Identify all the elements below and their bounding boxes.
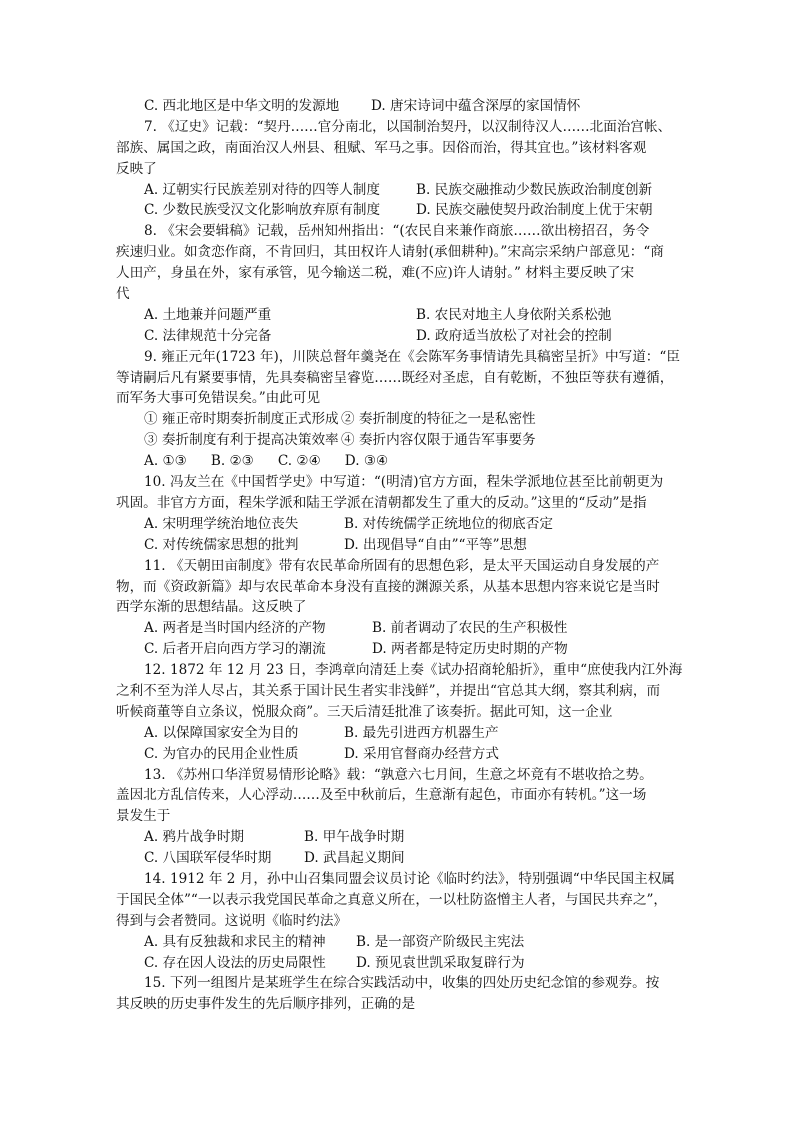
question-stem-line: 其反映的历史事件发生的先后顺序排列，正确的是 <box>116 996 416 1013</box>
question-7 <box>116 117 680 221</box>
question-stem-line: 13. 《苏州口华洋贸易情形论略》载：“孰意六七月间，生意之坏竟有不堪收拾之势。 <box>144 766 653 783</box>
answer-option: D. 采用官督商办经营方式 <box>344 745 499 762</box>
option-row <box>116 618 680 639</box>
question-14 <box>116 869 680 973</box>
question-12 <box>116 660 683 764</box>
question-stem-line: 11. 《天朝田亩制度》带有农民革命所固有的思想色彩，是太平天国运动自身发展的产 <box>144 557 660 574</box>
option-row <box>116 409 680 430</box>
option-row <box>116 744 680 765</box>
question-stem-line: 12. 1872 年 12 月 23 日，李鸿章向清廷上奏《试办招商轮船折》，重申“庶使我内江外海 <box>144 662 683 679</box>
option-row <box>116 848 680 869</box>
answer-choice: C. ②④ <box>277 453 321 470</box>
option-row <box>116 514 680 535</box>
question-stem-line: 8. 《宋会要辑稿》记载，岳州知州指出：“(农民自来兼作商旅……欲出榜招召，务令 <box>144 223 650 240</box>
question-stem-line: 7. 《辽史》记载：“契丹……官分南北，以国制治契丹，以汉制待汉人……北面治宫帐、 <box>144 118 672 135</box>
question-stem-line: 9. 雍正元年(1723 年)，川陕总督年羹尧在《会陈军务事情请先具稿密呈折》中写道：“臣 <box>144 348 680 365</box>
option-row <box>116 535 680 556</box>
answer-option: D. 武昌起义期间 <box>304 850 405 867</box>
answer-option: B. 甲午战争时期 <box>304 829 405 846</box>
question-stem-line: 人田产，身虽在外，家有承管，见今输送二税，难(不应)许人请射。” 材料主要反映了宋 <box>116 265 635 282</box>
question-stem-line: 14. 1912 年 2 月，孙中山召集同盟会议员讨论《临时约法》，特别强调“中华民国主权属 <box>144 870 675 887</box>
answer-option: A. 鸦片战争时期 <box>144 829 245 846</box>
question-stem-line: 听候商董等自立条议，悦服众商”。三天后清廷批准了该奏折。据此可知，这一企业 <box>116 703 613 720</box>
answer-option: C. 后者开启向西方学习的潮流 <box>144 641 326 658</box>
answer-option: D. 民族交融使契丹政治制度上优于宋朝 <box>416 202 653 219</box>
answer-option: C. 存在因人设法的历史局限性 <box>144 954 326 971</box>
question-stem-line: 10. 冯友兰在《中国哲学史》中写道：“(明清)官方方面，程朱学派地位甚至比前朝更为 <box>144 474 664 491</box>
questions-area <box>116 96 683 1015</box>
answer-option: A. 以保障国家安全为目的 <box>144 724 299 741</box>
question-10 <box>116 472 680 556</box>
answer-option: D. 政府适当放松了对社会的控制 <box>416 327 612 344</box>
answer-option: C. 法律规范十分完备 <box>144 327 272 344</box>
option-c: C. 西北地区是中华文明的发源地 <box>144 98 340 114</box>
answer-option: ② 奏折制度的特征之一是私密性 <box>341 411 536 428</box>
option-row <box>116 827 680 848</box>
answer-choice: B. ②③ <box>210 453 254 470</box>
question-stem-line: 反映了 <box>116 160 157 177</box>
option-row <box>116 305 680 326</box>
answer-option: A. 宋明理学统治地位丧失 <box>144 515 299 532</box>
answer-option: ④ 奏折内容仅限于通告军事要务 <box>341 432 536 449</box>
answer-option: B. 前者调动了农民的生产积极性 <box>372 620 568 637</box>
question-stem-line: 部族、属国之政，南面治汉人州县、租赋、军马之事。因俗而治，得其宜也。”该材料客观 <box>116 139 647 156</box>
question-stem-line: 15. 下列一组图片是某班学生在综合实践活动中，收集的四处历史纪念馆的参观券。按 <box>144 975 660 992</box>
answer-option: B. 民族交融推动少数民族政治制度创新 <box>416 181 653 198</box>
option-row <box>116 326 680 347</box>
question-stem-line: 得到与会者赞同。这说明《临时约法》 <box>116 912 348 929</box>
answer-option: C. 少数民族受汉文化影响放弃原有制度 <box>144 202 381 219</box>
question-stem-line: 巩固。非官方方面，程朱学派和陆王学派在清朝都发生了重大的反动。”这里的“反动”是指 <box>116 494 647 511</box>
question-9 <box>116 347 680 472</box>
answer-option: A. 土地兼并问题严重 <box>144 306 272 323</box>
question-stem-line: 盖因北方乱信传来，人心浮动……及至中秋前后，生意渐有起色，市面亦有转机。”这一场 <box>116 787 647 804</box>
answer-option: B. 是一部资产阶级民主宪法 <box>356 933 525 950</box>
option-row <box>116 723 680 744</box>
option-row-top <box>116 96 680 117</box>
option-row <box>116 180 680 201</box>
question-11 <box>116 556 680 660</box>
option-row <box>116 932 680 953</box>
answer-option: A. 两者是当时国内经济的产物 <box>144 620 326 637</box>
answer-option: ③ 奏折制度有利于提高决策效率 <box>144 432 339 449</box>
answer-option: C. 八国联军侵华时期 <box>144 850 272 867</box>
question-stem-line: 之利不至为洋人尽占，其关系于国计民生者实非浅鲜”，并提出“官总其大纲，察其利病，而 <box>116 682 661 699</box>
question-stem-line: 物，而《资政新篇》却与农民革命本身没有直接的渊源关系，从基本思想内容来说它是当时 <box>116 578 660 595</box>
question-stem-line: 而军务大事可免错误矣。”由此可见 <box>116 390 321 407</box>
question-stem-line: 西学东渐的思想结晶。这反映了 <box>116 599 307 616</box>
answer-choice: A. ①③ <box>144 453 187 470</box>
answer-option: D. 两者都是特定历史时期的产物 <box>372 641 568 658</box>
option-d: D. 唐宋诗词中蕴含深厚的家国情怀 <box>371 98 581 114</box>
question-stem-line: 疾速归业。如贪恋作商，不肯回归，其田权许人请射(承佃耕种)。”宋高宗采纳户部意见：“商 <box>116 244 664 261</box>
question-stem-line: 景发生于 <box>116 808 171 825</box>
question-stem-line: 于国民全体”“一以表示我党国民革命之真意义所在，一以杜防盗憎主人者，与国民共弃之”， <box>116 891 668 908</box>
question-stem-line: 等请嗣后凡有紧要事情，先具奏稿密呈睿览……既经对圣虑，自有乾断，不独臣等获有遵循， <box>116 369 674 386</box>
answer-option: C. 为官办的民用企业性质 <box>144 745 299 762</box>
answer-option: B. 农民对地主人身依附关系松弛 <box>416 306 612 323</box>
question-15 <box>116 973 680 1015</box>
answer-option: C. 对传统儒家思想的批判 <box>144 536 299 553</box>
answer-choice: D. ③④ <box>344 453 389 470</box>
answer-option: B. 最先引进西方机器生产 <box>344 724 499 741</box>
question-13 <box>116 765 680 869</box>
answer-option: ① 雍正帝时期奏折制度正式形成 <box>144 411 339 428</box>
option-row <box>116 953 680 974</box>
option-row <box>116 200 680 221</box>
answer-option: A. 具有反独裁和求民主的精神 <box>144 933 326 950</box>
option-row <box>116 639 680 660</box>
question-8 <box>116 221 680 346</box>
question-stem-line: 代 <box>116 286 130 303</box>
answer-option: D. 出现倡导“自由”“平等”思想 <box>344 536 527 553</box>
option-row <box>116 430 680 451</box>
answer-option: B. 对传统儒学正统地位的彻底否定 <box>344 515 553 532</box>
option-row-choices <box>116 451 680 472</box>
answer-option: A. 辽朝实行民族差别对待的四等人制度 <box>144 181 380 198</box>
answer-option: D. 预见袁世凯采取复辟行为 <box>356 954 525 971</box>
